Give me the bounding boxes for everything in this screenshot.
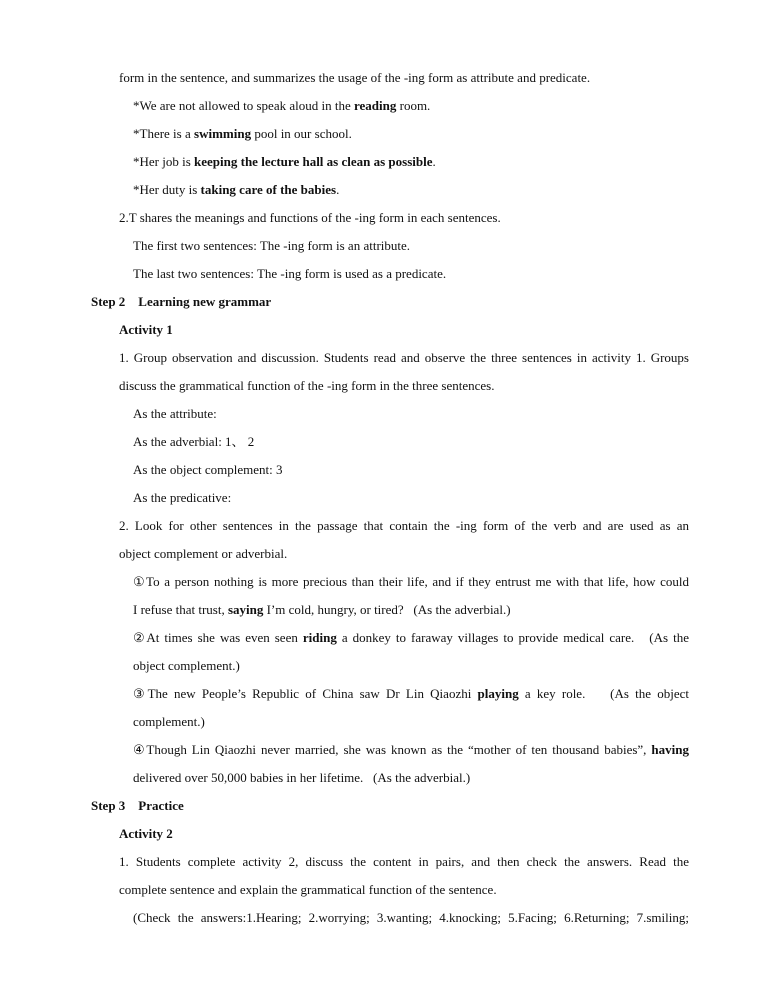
passage-example-2-line1: ②At times she was even seen riding a donkey to faraway villages to provide medical care. (As the [133, 630, 689, 645]
example-sentence-2: *There is a swimming pool in our school. [133, 126, 352, 141]
ing-form-highlight: having [651, 742, 689, 757]
function-attribute: As the attribute: [133, 406, 217, 421]
passage-example-4-line1: ④Though Lin Qiaozhi never married, she was known as the “mother of ten thousand babies”, having [133, 742, 689, 757]
activity-2-heading: Activity 2 [119, 826, 173, 841]
step2-p1-line1: 1. Group observation and discussion. Students read and observe the three sentences in activity 1. Groups [119, 350, 689, 365]
answers-line: (Check the answers:1.Hearing; 2.worrying; 3.wanting; 4.knocking; 5.Facing; 6.Returning; 7.smiling; [133, 910, 689, 925]
last-two-note: The last two sentences: The -ing form is used as a predicate. [133, 266, 447, 281]
example-sentence-1: *We are not allowed to speak aloud in the reading room. [133, 98, 431, 113]
example-sentence-4: *Her duty is taking care of the babies. [133, 182, 340, 197]
passage-example-1-line1: ①To a person nothing is more precious than their life, and if they entrust me with that life, how could [133, 574, 689, 589]
function-predicative: As the predicative: [133, 490, 232, 505]
step-3-heading: Step 3 Practice [91, 798, 184, 813]
intro-line: form in the sentence, and summarizes the usage of the -ing form as attribute and predicate. [119, 70, 591, 85]
step-2-heading: Step 2 Learning new grammar [91, 294, 272, 309]
function-object-complement: As the object complement: 3 [133, 462, 283, 477]
ing-form-highlight: playing [477, 686, 519, 701]
function-adverbial: As the adverbial: 1、 2 [133, 434, 255, 449]
ing-form-highlight: saying [227, 602, 264, 617]
passage-example-3-line2: complement.) [133, 714, 205, 729]
example-sentence-3: *Her job is keeping the lecture hall as clean as possible. [133, 154, 436, 169]
passage-example-2-line2: object complement.) [133, 658, 240, 673]
ing-form-highlight: reading [353, 98, 397, 113]
step3-p1-line1: 1. Students complete activity 2, discuss the content in pairs, and then check the answers. Read the [119, 854, 689, 869]
step2-p2-line2: object complement or adverbial. [119, 546, 288, 561]
ing-form-highlight: swimming [194, 126, 252, 141]
step3-p1-line2: complete sentence and explain the grammatical function of the sentence. [119, 882, 497, 897]
ing-form-highlight: riding [302, 630, 337, 645]
passage-example-3-line1: ③The new People’s Republic of China saw Dr Lin Qiaozhi playing a key role. (As the object [133, 686, 689, 701]
step2-p1-line2: discuss the grammatical function of the -ing form in the three sentences. [119, 378, 495, 393]
passage-example-4-line2: delivered over 50,000 babies in her lifetime. (As the adverbial.) [133, 770, 471, 785]
step2-p2-line1: 2. Look for other sentences in the passage that contain the -ing form of the verb and are used as an [119, 518, 689, 533]
ing-form-highlight: taking care of the babies [200, 182, 337, 197]
activity-1-heading: Activity 1 [119, 322, 173, 337]
passage-example-1-line2: I refuse that trust, saying I’m cold, hungry, or tired? (As the adverbial.) [133, 602, 511, 617]
ing-form-highlight: keeping the lecture hall as clean as possible [194, 154, 433, 169]
first-two-note: The first two sentences: The -ing form is an attribute. [133, 238, 411, 253]
point-2: 2.T shares the meanings and functions of the -ing form in each sentences. [119, 210, 501, 225]
